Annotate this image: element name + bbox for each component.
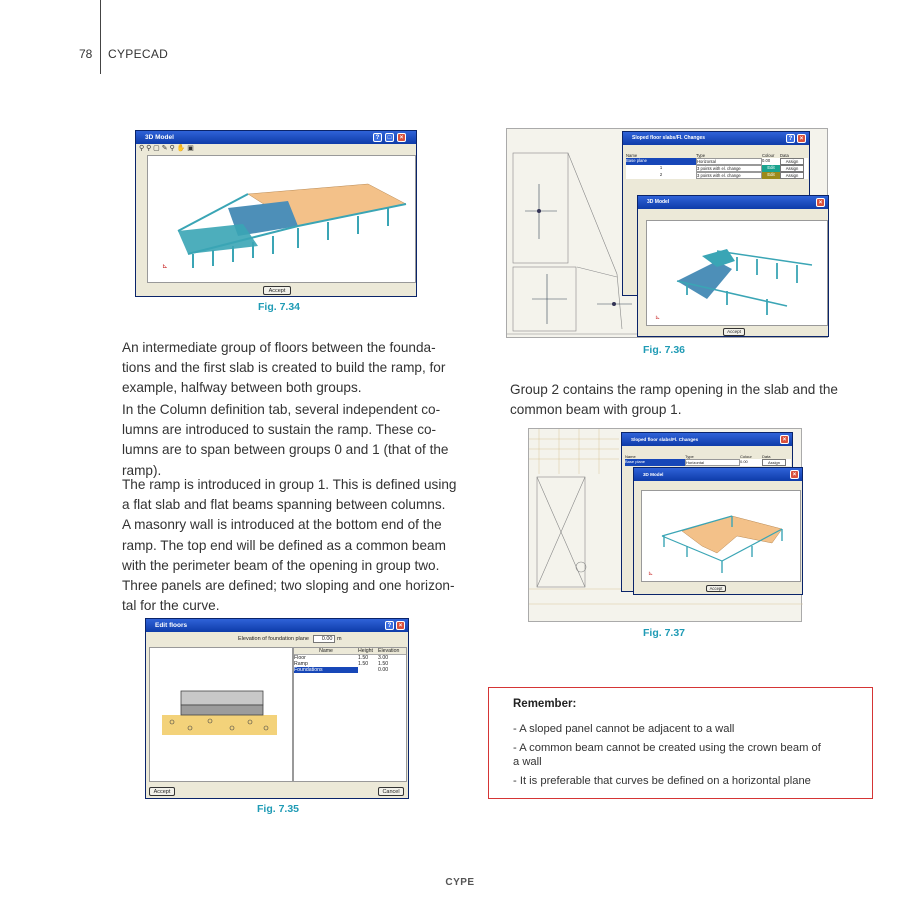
fig36-cad-background: [506, 128, 828, 338]
fig37-viewport[interactable]: [641, 490, 801, 582]
fig34-accept-button[interactable]: Accept: [263, 286, 291, 295]
type-select[interactable]: 3 points with el. change: [696, 165, 762, 172]
text-line: common beam with group 1.: [510, 402, 682, 418]
table-row[interactable]: [625, 459, 791, 466]
table-row[interactable]: [626, 172, 808, 179]
fig36-dialog-titlebar: [623, 132, 809, 145]
table-row[interactable]: [626, 165, 808, 172]
column-header: Name: [625, 454, 636, 459]
table-cell: 1.50: [358, 661, 369, 667]
table-cell: Ramp: [294, 661, 308, 667]
fig37-accept-button[interactable]: Accept: [706, 585, 726, 592]
type-select[interactable]: Horizontal: [696, 158, 762, 165]
fig34-3d-model-window: [135, 130, 417, 297]
left-paragraph-1: [122, 338, 445, 399]
text-line: a flat slab and flat beams spanning between columns.: [122, 497, 446, 513]
table-cell: 1: [659, 165, 663, 170]
text-line: ramp).: [122, 462, 162, 478]
column-header: Type: [696, 153, 706, 158]
table-row[interactable]: [626, 158, 808, 165]
fig35-elevation-row: [238, 635, 342, 643]
table-cell: 1.50: [378, 661, 389, 667]
table-cell: 3.00: [378, 655, 389, 661]
page-footer: CYPE: [445, 877, 475, 888]
remember-box: [488, 687, 873, 799]
fig35-titlebar: [146, 619, 408, 632]
table-cell: Floor: [294, 655, 306, 661]
fig37-model-title: 3D Model: [643, 472, 664, 477]
text-line: tal for the curve.: [122, 598, 220, 614]
fig36-model-titlebar: [638, 196, 828, 209]
text-line: An intermediate group of floors between the founda-: [122, 340, 436, 355]
left-paragraph-3: [122, 475, 457, 616]
text-line: example, halfway between both groups.: [122, 380, 362, 396]
text-line: The ramp is introduced in group 1. This is defined using: [122, 477, 457, 492]
fig35-preview: [149, 647, 293, 782]
fig37-dialog-titlebar: [622, 433, 792, 446]
close-icon[interactable]: ×: [816, 198, 825, 207]
right-paragraph-1: [510, 380, 838, 420]
fig34-caption: Fig. 7.34: [258, 301, 301, 313]
fig37-panels-table[interactable]: [625, 454, 791, 466]
fig35-caption: Fig. 7.35: [257, 803, 300, 815]
column-header: Colour: [740, 454, 752, 459]
type-select[interactable]: 3 points with el. change: [696, 172, 762, 179]
fig35-accept-button[interactable]: Accept: [149, 787, 175, 796]
floors-table[interactable]: [293, 647, 407, 782]
fig34-titlebar: [136, 131, 416, 144]
fig34-viewport[interactable]: [147, 155, 416, 283]
column-header: Type: [685, 454, 694, 459]
column-header: Name: [319, 648, 333, 654]
table-cell-selected: Foundations: [294, 667, 358, 673]
remember-title: Remember:: [513, 698, 577, 710]
fig36-dialog-title: Sloped floor slabs/Fl. Changes: [632, 135, 706, 141]
close-icon[interactable]: ×: [790, 470, 799, 479]
text-line: Group 2 contains the ramp opening in the slab and the: [510, 382, 838, 397]
column-header: Colour: [762, 153, 775, 158]
text-line: with the perimeter beam of the opening in group two.: [122, 557, 440, 573]
text-line: lumns are introduced to sustain the ramp. These co-: [122, 422, 437, 438]
svg-text:⊾: ⊾: [648, 570, 654, 577]
maximize-icon[interactable]: □: [385, 133, 394, 142]
left-paragraph-2: [122, 400, 448, 481]
column-header: Height: [358, 648, 373, 654]
type-select[interactable]: Horizontal: [685, 459, 740, 466]
column-header: Elevation: [378, 648, 400, 654]
running-header: CYPECAD: [108, 47, 169, 61]
edit-button[interactable]: Edit: [762, 165, 780, 172]
table-cell: 2: [659, 172, 663, 177]
elevation-unit: m: [337, 636, 342, 642]
fig34-title: 3D Model: [145, 134, 174, 141]
column-header: Data: [762, 454, 771, 459]
fig36-accept-button[interactable]: Accept: [723, 328, 745, 336]
table-cell: [358, 667, 378, 673]
column-header: Name: [626, 153, 638, 158]
table-row[interactable]: [294, 667, 406, 673]
fig37-3d-model-window: [633, 467, 803, 595]
fig37-caption: Fig. 7.37: [643, 627, 686, 639]
fig34-model-drawing: [148, 156, 417, 284]
table-cell: 0.00: [740, 459, 748, 464]
assign-button[interactable]: Assign: [780, 172, 804, 179]
text-line: A masonry wall is introduced at the bottom end of the: [122, 517, 442, 533]
fig35-title: Edit floors: [155, 622, 188, 629]
table-header: [294, 648, 406, 655]
close-icon[interactable]: ×: [397, 133, 406, 142]
fig36-viewport[interactable]: [646, 220, 828, 326]
table-cell-selected: Base plane: [626, 158, 696, 165]
table-cell: 0.00: [378, 667, 389, 673]
text-line: tions and the first slab is created to build the ramp, for: [122, 360, 446, 376]
svg-text:⊾: ⊾: [162, 262, 168, 270]
remember-item: a wall: [513, 756, 542, 768]
fig35-cancel-button[interactable]: Cancel: [378, 787, 404, 796]
fig34-toolbar[interactable]: ⚲ ⚲ ▢ ✎ ⚲ ✋ ▣: [136, 144, 416, 154]
elevation-label: Elevation of foundation plane: [238, 636, 309, 642]
elevation-input[interactable]: 0.00: [313, 635, 335, 643]
assign-button[interactable]: Assign: [762, 459, 786, 466]
remember-item: - A sloped panel cannot be adjacent to a wall: [513, 723, 735, 735]
text-line: In the Column definition tab, several independent co-: [122, 402, 441, 417]
foundation-drawing: [150, 648, 294, 783]
column-header: Data: [780, 153, 789, 158]
close-icon[interactable]: ×: [396, 621, 405, 630]
text-line: lumns are to span between groups 0 and 1 (that of the: [122, 442, 449, 458]
fig36-panels-table[interactable]: [626, 153, 808, 179]
fig36-model-title: 3D Model: [647, 199, 670, 205]
svg-text:⊾: ⊾: [655, 314, 661, 321]
fig35-edit-floors-window: [145, 618, 409, 799]
assign-button[interactable]: Assign: [780, 165, 804, 172]
text-line: ramp. The top end will be defined as a common beam: [122, 537, 446, 553]
fig36-ramp-drawing: [647, 221, 829, 327]
fig37-dialog-title: Sloped floor slabs/Fl. Changes: [631, 437, 699, 442]
header-rule: [100, 0, 101, 74]
help-icon[interactable]: ?: [373, 133, 382, 142]
help-icon[interactable]: ?: [385, 621, 394, 630]
fig37-model-titlebar: [634, 468, 802, 481]
text-line: Three panels are defined; two sloping and one horizon-: [122, 578, 455, 594]
fig37-slab-drawing: [642, 491, 802, 583]
fig36-3d-model-window: [637, 195, 829, 337]
edit-button[interactable]: Edit: [762, 172, 780, 179]
assign-button[interactable]: Assign: [780, 158, 804, 165]
page-number: 78: [79, 47, 93, 61]
table-cell: 1.50: [358, 655, 369, 661]
help-icon[interactable]: ?: [786, 134, 795, 143]
close-icon[interactable]: ×: [797, 134, 806, 143]
remember-item: - A common beam cannot be created using the crown beam of: [513, 742, 821, 754]
fig37-cad-background: [528, 428, 802, 622]
table-cell-selected: Base plane: [625, 459, 685, 466]
remember-item: - It is preferable that curves be defined on a horizontal plane: [513, 775, 811, 787]
table-cell: 0.00: [762, 158, 771, 163]
fig36-caption: Fig. 7.36: [643, 344, 686, 356]
close-icon[interactable]: ×: [780, 435, 789, 444]
